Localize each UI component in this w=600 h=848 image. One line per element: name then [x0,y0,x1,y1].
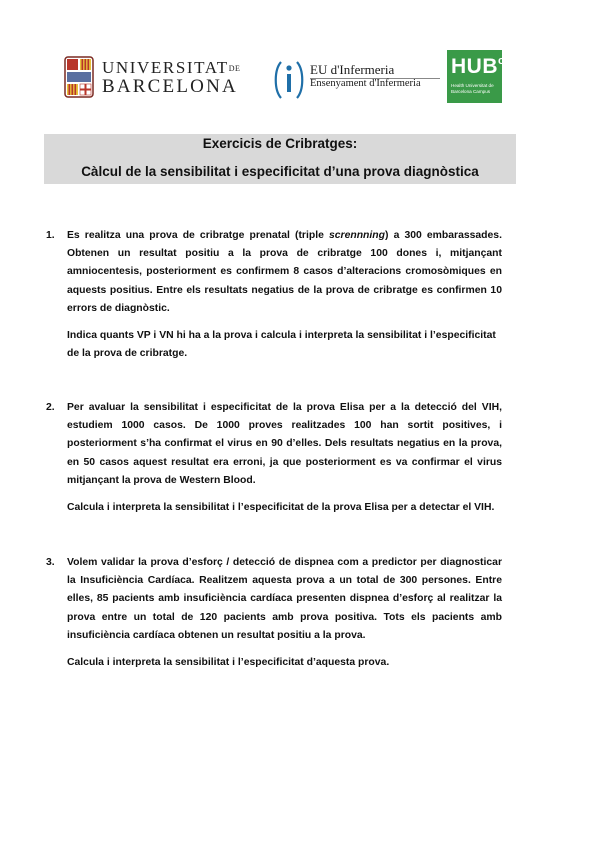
eu-infermeria-icon [272,58,306,102]
ub-line1: UNIVERSITATDE [102,58,241,77]
exercise-statement: Volem validar la prova d’esforç / detecció de dispnea com a predictor per diagnosticar la Insuficiència Cardíaca. Realitzem aquesta prova a un total de 300 persones. Entre elles, 85 pacients amb insuficiència cardíaca presenten dispnea d’esforç al realitzar la prova entre un total de 120 pacients amb prova positiva. Tots els pacients amb insuficiència cardíaca obtenen un resultat positiu a la prova. [67,557,502,641]
title-box [44,134,516,184]
page-title: Exercicis de Cribratges: [202,136,358,151]
eu-line2: Ensenyament d'Infermeria [310,78,421,89]
exercise-question: Indica quants VP i VN hi ha a la prova i calcula i interpreta la sensibilitat i l’especificitat de la prova de cribratge. [67,330,496,360]
hub-main-text: HUB$^c$ [451,55,505,78]
exercise-statement: Per avaluar la sensibilitat i especificitat de la prova Elisa per a la detecció del VIH, estudiem 1000 casos. De 1000 proves realitzades 100 han sortit positives, i posteriorment s’ha confirmat el virus en 90 d’elles. Dels resultats negatius en la prova, en 50 casos aquest resultat era erroni, ja que posteriorment es va confirmar el virus mitjançant la prova de Western Blood. [67,402,502,486]
exercise-number: 2. [46,402,55,413]
exercise-number: 1. [46,230,55,241]
page-subtitle: Càlcul de la sensibilitat i especificitat d’una prova diagnòstica [81,164,479,179]
exercise-statement: Es realitza una prova de cribratge prenatal (triple scrennning) a 300 embarassades. Obtenen un resultat positiu a la prova de cribratge 100 dones i, mitjançant amniocentesis, posteriorment es confirmem 8 casos d’alteracions cromosòmiques en aquests positius. Entre els resultats negatius de la prova de cribratge es confirmen 10 errors de diagnòstic. [67,230,502,314]
eu-line1: EU d'Infermeria [310,62,395,77]
universitat-barcelona-logo [64,56,241,104]
ub-shield-icon [64,56,94,98]
hubc-logo [447,50,505,103]
exercise-question: Calcula i interpreta la sensibilitat i l’especificitat de la prova Elisa per a detectar el VIH. [67,502,495,514]
exercise-question: Calcula i interpreta la sensibilitat i l’especificitat d’aquesta prova. [67,657,390,669]
eu-infermeria-logo [272,58,442,102]
ub-line2: BARCELONA [102,76,238,97]
hub-subtitle: Health Universitat de Barcelona Campus [451,83,494,94]
exercise-number: 3. [46,557,55,568]
